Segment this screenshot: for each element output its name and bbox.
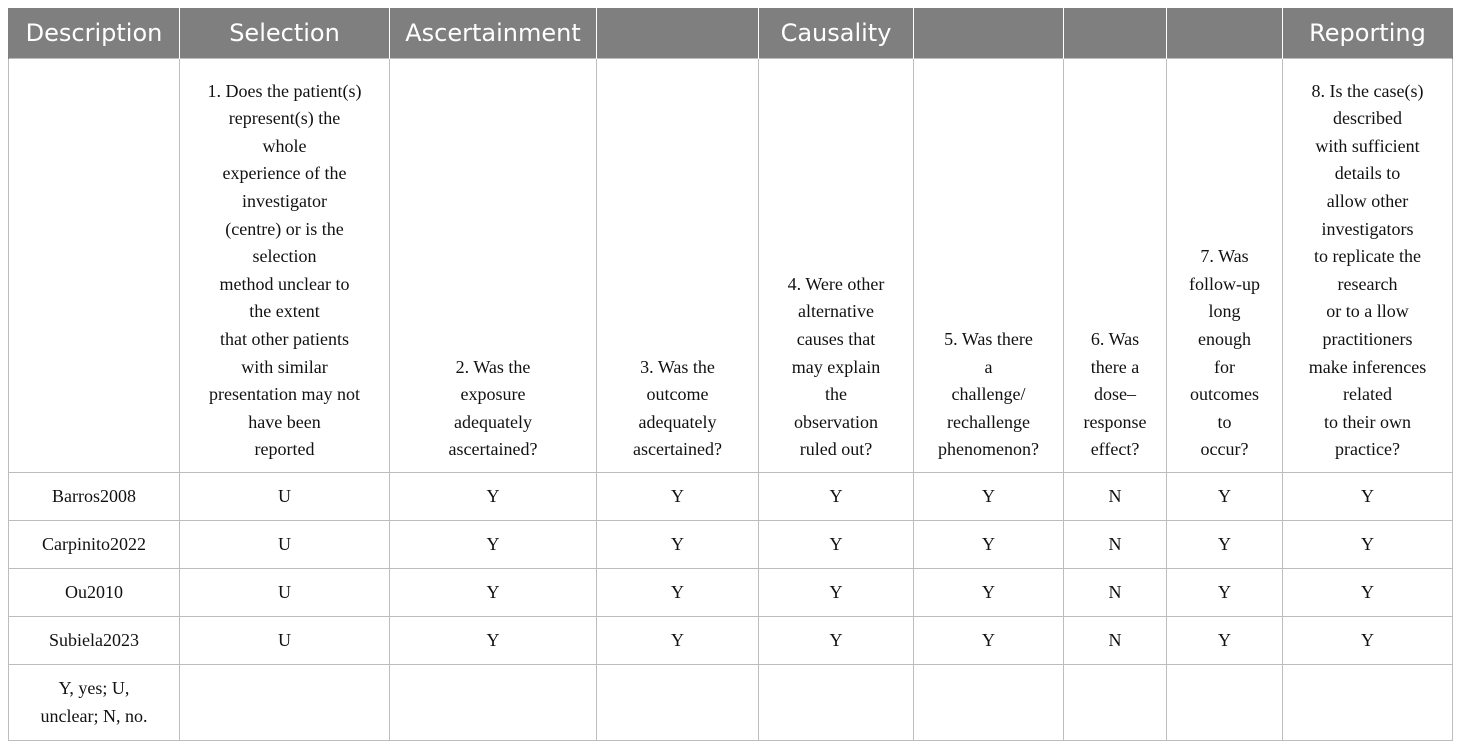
study-name: Carpinito2022 — [9, 521, 180, 569]
rating-cell: Y — [597, 473, 759, 521]
rating-cell: Y — [759, 569, 914, 617]
study-name: Ou2010 — [9, 569, 180, 617]
question-8: 8. Is the case(s) described with sufficient details to allow other investigators to replicate the research or to a llow practitioners make inferences related to their own practice? — [1283, 59, 1453, 473]
rating-cell: Y — [1283, 569, 1453, 617]
question-2: 2. Was the exposure adequately ascertained? — [390, 59, 597, 473]
header-selection: Selection — [180, 8, 390, 59]
table-row — [9, 569, 1453, 617]
rating-cell: Y — [597, 569, 759, 617]
rating-cell: Y — [1283, 521, 1453, 569]
header-blank — [914, 8, 1064, 59]
table-row — [9, 617, 1453, 665]
header-row — [9, 8, 1453, 59]
empty-cell — [759, 665, 914, 741]
rating-cell: Y — [914, 521, 1064, 569]
rating-cell: U — [180, 521, 390, 569]
header-reporting: Reporting — [1283, 8, 1453, 59]
empty-cell — [1283, 665, 1453, 741]
question-4: 4. Were other alternative causes that may explain the observation ruled out? — [759, 59, 914, 473]
rating-cell: Y — [759, 617, 914, 665]
rating-cell: Y — [1167, 617, 1283, 665]
study-name: Subiela2023 — [9, 617, 180, 665]
rating-cell: Y — [1283, 617, 1453, 665]
rating-cell: Y — [759, 473, 914, 521]
rating-cell: Y — [597, 617, 759, 665]
empty-cell — [1167, 665, 1283, 741]
rating-cell: Y — [390, 569, 597, 617]
empty-cell — [1064, 665, 1167, 741]
rating-cell: Y — [390, 617, 597, 665]
rating-cell: Y — [597, 521, 759, 569]
rating-cell: N — [1064, 473, 1167, 521]
footnote: Y, yes; U, unclear; N, no. — [9, 665, 180, 741]
question-1: 1. Does the patient(s) represent(s) the whole experience of the investigator (centre) or is the selection method unclear to the extent that other patients with similar presentation may not have been reported — [180, 59, 390, 473]
rating-cell: Y — [914, 617, 1064, 665]
header-description: Description — [9, 8, 180, 59]
header-blank — [1064, 8, 1167, 59]
empty-cell — [914, 665, 1064, 741]
table-row — [9, 473, 1453, 521]
footnote-row — [9, 665, 1453, 741]
rating-cell: N — [1064, 521, 1167, 569]
study-name: Barros2008 — [9, 473, 180, 521]
quality-assessment-table — [8, 8, 1453, 741]
rating-cell: Y — [914, 569, 1064, 617]
rating-cell: U — [180, 473, 390, 521]
rating-cell: Y — [1167, 569, 1283, 617]
header-blank — [597, 8, 759, 59]
rating-cell: N — [1064, 617, 1167, 665]
empty-cell — [597, 665, 759, 741]
rating-cell: Y — [759, 521, 914, 569]
question-7: 7. Was follow-up long enough for outcomes to occur? — [1167, 59, 1283, 473]
empty-cell — [180, 665, 390, 741]
header-causality: Causality — [759, 8, 914, 59]
question-5: 5. Was there a challenge/ rechallenge phenomenon? — [914, 59, 1064, 473]
header-blank — [1167, 8, 1283, 59]
rating-cell: Y — [914, 473, 1064, 521]
rating-cell: Y — [390, 473, 597, 521]
rating-cell: N — [1064, 569, 1167, 617]
rating-cell: Y — [1283, 473, 1453, 521]
rating-cell: U — [180, 617, 390, 665]
question-6: 6. Was there a dose– response effect? — [1064, 59, 1167, 473]
question-3: 3. Was the outcome adequately ascertained? — [597, 59, 759, 473]
question-cell-empty — [9, 59, 180, 473]
table-row — [9, 521, 1453, 569]
rating-cell: Y — [390, 521, 597, 569]
header-ascertainment: Ascertainment — [390, 8, 597, 59]
rating-cell: Y — [1167, 521, 1283, 569]
rating-cell: U — [180, 569, 390, 617]
question-row — [9, 59, 1453, 473]
empty-cell — [390, 665, 597, 741]
rating-cell: Y — [1167, 473, 1283, 521]
